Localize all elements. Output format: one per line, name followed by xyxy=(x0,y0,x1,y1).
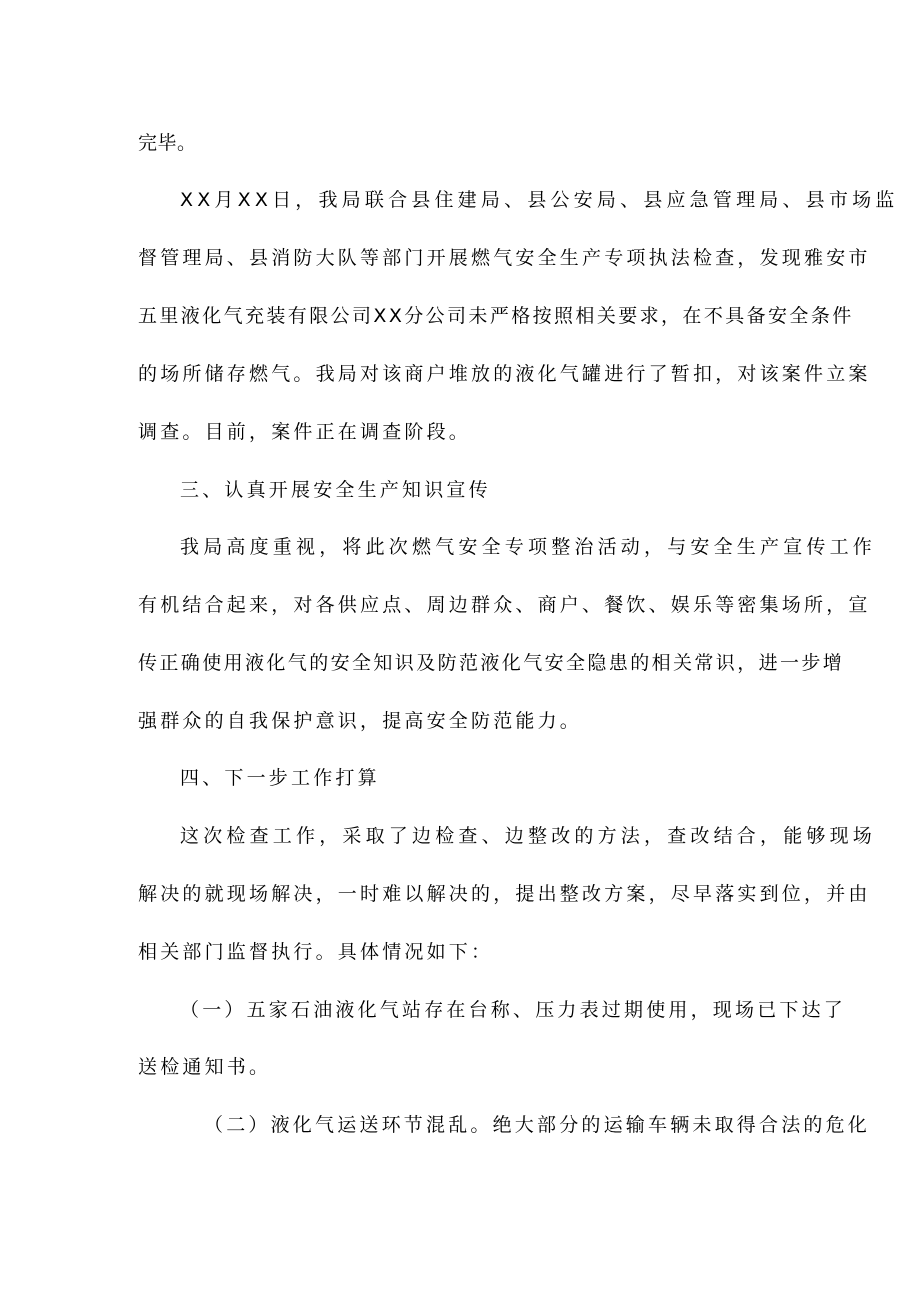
paragraph-line xyxy=(0,585,920,625)
paragraph-line xyxy=(0,816,920,856)
body-text: 调查。目前，案件正在调查阶段。 xyxy=(138,421,472,443)
list-item-text: （一）五家石油液化气站存在台称、压力表过期使用，现场已下达了 xyxy=(180,999,847,1021)
section-heading xyxy=(0,758,920,798)
body-text: 这次检查工作，采取了边检查、边整改的方法，查改结合，能够现场 xyxy=(180,825,877,847)
body-text: 我局高度重视，将此次燃气安全专项整治活动，与安全生产宣传工作 xyxy=(180,536,877,558)
body-text: 的场所储存燃气。我局对该商户堆放的液化气罐进行了暂扣，对该案件立案 xyxy=(138,363,871,385)
paragraph-line xyxy=(0,527,920,567)
paragraph-line xyxy=(0,123,920,163)
paragraph-line xyxy=(0,180,920,220)
body-text: XX月XX日，我局联合县住建局、县公安局、县应急管理局、县市场监 xyxy=(180,189,899,211)
section-heading-text: 三、认真开展安全生产知识宣传 xyxy=(180,479,491,501)
list-item-text: （二）液化气运送环节混乱。绝大部分的运输车辆未取得合法的危化 xyxy=(204,1114,871,1136)
body-text: 传正确使用液化气的安全知识及防范液化气安全隐患的相关常识，进一步增 xyxy=(138,652,845,674)
paragraph-line xyxy=(0,932,920,972)
paragraph-line xyxy=(0,412,920,452)
paragraph-line xyxy=(0,643,920,683)
body-text: 相关部门监督执行。具体情况如下： xyxy=(138,941,494,963)
body-text: 督管理局、县消防大队等部门开展燃气安全生产专项执法检查，发现雅安市 xyxy=(138,247,871,269)
list-item xyxy=(0,990,920,1030)
body-text: 解决的就现场解决，一时难以解决的，提出整改方案，尽早落实到位，并由 xyxy=(138,883,871,905)
paragraph-line xyxy=(0,701,920,741)
body-text: 强群众的自我保护意识，提高安全防范能力。 xyxy=(138,710,583,732)
body-text: 五里液化气充装有限公司XX分公司未严格按照相关要求，在不具备安全条件 xyxy=(138,305,854,327)
body-text: 有机结合起来，对各供应点、周边群众、商户、餐饮、娱乐等密集场所，宣 xyxy=(138,594,871,616)
paragraph-line xyxy=(0,874,920,914)
section-heading-text: 四、下一步工作打算 xyxy=(180,767,380,789)
list-item xyxy=(0,1105,920,1145)
paragraph-line xyxy=(0,296,920,336)
section-heading xyxy=(0,470,920,510)
list-item xyxy=(0,1047,920,1087)
body-text: 完毕。 xyxy=(138,132,197,154)
paragraph-line xyxy=(0,238,920,278)
paragraph-line xyxy=(0,354,920,394)
list-item-text: 送检通知书。 xyxy=(138,1056,272,1078)
